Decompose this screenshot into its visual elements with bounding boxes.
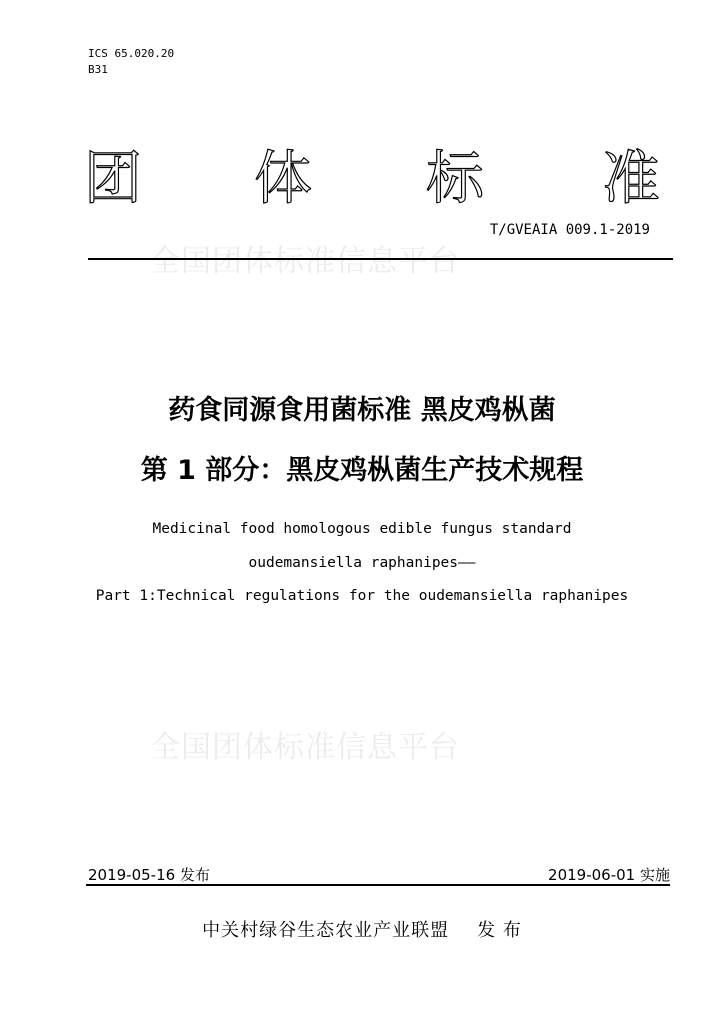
chinese-title-line-1: 药食同源食用菌标准 黑皮鸡枞菌 (168, 395, 556, 426)
header-divider (88, 258, 673, 260)
ics-code: ICS 65.020.20 (88, 47, 175, 60)
watermark-top: 全国团体标准信息平台 (150, 244, 460, 279)
publish-date: 2019-05-16 发布 (88, 866, 210, 884)
watermark-bottom: 全国团体标准信息平台 (150, 730, 460, 765)
issuer-action: 发 布 (477, 920, 522, 941)
ics-classification (88, 46, 174, 78)
document-type-char-3: 标 (426, 144, 485, 212)
english-title-line-3: Part 1:Technical regulations for the oudemansiella raphanipes (95, 588, 629, 604)
chinese-title-line-2: 第 1 部分：黑皮鸡枞菌生产技术规程 (140, 455, 584, 486)
standard-number: T/GVEAIA 009.1-2019 (489, 222, 650, 238)
document-type-char-1: 团 (84, 144, 143, 212)
footer-divider (86, 884, 670, 886)
implement-date: 2019-06-01 实施 (548, 866, 670, 884)
issuer-line (0, 916, 724, 942)
document-type-heading (84, 138, 668, 218)
document-type-char-4: 准 (602, 144, 661, 212)
ccs-code: B31 (88, 63, 108, 76)
english-title-line-1: Medicinal food homologous edible fungus standard (152, 521, 572, 537)
english-title-line-2: oudemansiella raphanipes—— (248, 555, 476, 571)
issuer-name: 中关村绿谷生态农业产业联盟 (202, 920, 450, 941)
document-type-char-2: 体 (254, 144, 313, 212)
